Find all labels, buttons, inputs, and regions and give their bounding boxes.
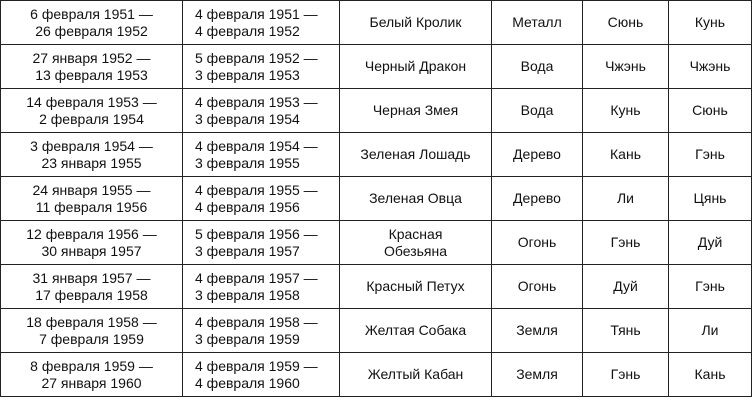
period-cell <box>1 45 183 89</box>
trigram-cell-2: Дуй <box>669 221 752 265</box>
element-cell: Огонь <box>492 265 583 309</box>
trigram-cell-2: Гэнь <box>669 265 752 309</box>
trigram-cell-2: Цянь <box>669 177 752 221</box>
period-cell <box>1 309 183 353</box>
period-cell <box>1 133 183 177</box>
animal-cell <box>340 353 492 397</box>
trigram-cell-1: Сюнь <box>583 1 669 45</box>
period-end: 27 января 1960 <box>41 374 142 391</box>
trigram-cell-1: Ли <box>583 177 669 221</box>
alt-period-start: 4 февраля 1955 — <box>195 181 318 198</box>
alt-period-cell <box>183 1 340 45</box>
period-end: 23 января 1955 <box>41 154 142 171</box>
trigram-cell-1: Гэнь <box>583 353 669 397</box>
alt-period-end: 3 февраля 1953 <box>195 66 300 83</box>
period-start: 12 февраля 1956 — <box>26 225 157 242</box>
animal-cell <box>340 221 492 265</box>
period-start: 27 января 1952 — <box>32 49 151 66</box>
animal-cell <box>340 133 492 177</box>
trigram-cell-1: Дуй <box>583 265 669 309</box>
element-cell: Огонь <box>492 221 583 265</box>
table-row <box>1 309 752 353</box>
element-cell: Вода <box>492 45 583 89</box>
animal-cell <box>340 309 492 353</box>
animal-cell <box>340 1 492 45</box>
alt-period-start: 4 февраля 1959 — <box>195 357 318 374</box>
animal-cell <box>340 45 492 89</box>
alt-period-cell <box>183 221 340 265</box>
element-cell: Земля <box>492 309 583 353</box>
period-start: 18 февраля 1958 — <box>26 313 157 330</box>
alt-period-end: 3 февраля 1955 <box>195 154 300 171</box>
animal-line-1: Желтая Собака <box>364 322 467 338</box>
animal-line-1: Красный Петух <box>366 278 465 294</box>
alt-period-end: 4 февраля 1952 <box>195 22 300 39</box>
element-cell: Дерево <box>492 133 583 177</box>
period-cell <box>1 265 183 309</box>
trigram-cell-1: Гэнь <box>583 221 669 265</box>
period-end: 11 февраля 1956 <box>35 198 148 215</box>
alt-period-start: 4 февраля 1953 — <box>195 93 318 110</box>
period-end: 7 февраля 1959 <box>39 330 144 347</box>
animal-line-2: Обезьяна <box>383 242 448 259</box>
table-row <box>1 353 752 397</box>
animal-line-1: Черный Дракон <box>364 58 467 74</box>
alt-period-end: 3 февраля 1958 <box>195 286 300 303</box>
element-cell: Металл <box>492 1 583 45</box>
alt-period-end: 3 февраля 1959 <box>195 330 300 347</box>
alt-period-cell <box>183 89 340 133</box>
period-start: 31 января 1957 — <box>32 269 151 286</box>
period-cell <box>1 221 183 265</box>
animal-line-1: Черная Змея <box>372 102 459 118</box>
trigram-cell-2: Гэнь <box>669 133 752 177</box>
table-row <box>1 265 752 309</box>
table-row <box>1 133 752 177</box>
period-start: 3 февраля 1954 — <box>30 137 153 154</box>
trigram-cell-2: Ли <box>669 309 752 353</box>
trigram-cell-2: Чжэнь <box>669 45 752 89</box>
period-cell <box>1 177 183 221</box>
table-row <box>1 177 752 221</box>
period-start: 24 января 1955 — <box>32 181 151 198</box>
trigram-cell-1: Кунь <box>583 89 669 133</box>
period-cell <box>1 353 183 397</box>
alt-period-start: 4 февраля 1957 — <box>195 269 318 286</box>
element-cell: Дерево <box>492 177 583 221</box>
period-end: 17 февраля 1958 <box>35 286 148 303</box>
animal-cell <box>340 265 492 309</box>
alt-period-cell <box>183 265 340 309</box>
period-end: 26 февраля 1952 <box>35 22 148 39</box>
table-body <box>1 1 752 397</box>
table-row <box>1 45 752 89</box>
element-cell: Вода <box>492 89 583 133</box>
period-start: 6 февраля 1951 — <box>30 5 153 22</box>
alt-period-start: 4 февраля 1958 — <box>195 313 318 330</box>
alt-period-end: 4 февраля 1956 <box>195 198 300 215</box>
trigram-cell-2: Кань <box>669 353 752 397</box>
animal-cell <box>340 177 492 221</box>
alt-period-end: 3 февраля 1957 <box>195 242 300 259</box>
table-row <box>1 89 752 133</box>
period-end: 30 января 1957 <box>41 242 142 259</box>
alt-period-cell <box>183 353 340 397</box>
trigram-cell-1: Тянь <box>583 309 669 353</box>
alt-period-cell <box>183 177 340 221</box>
element-cell: Земля <box>492 353 583 397</box>
animal-line-1: Желтый Кабан <box>367 366 464 382</box>
alt-period-end: 4 февраля 1960 <box>195 374 300 391</box>
alt-period-start: 4 февраля 1951 — <box>195 5 318 22</box>
period-cell <box>1 1 183 45</box>
period-start: 14 февраля 1953 — <box>26 93 157 110</box>
period-end: 2 февраля 1954 <box>39 110 144 127</box>
alt-period-start: 5 февраля 1952 — <box>195 49 318 66</box>
alt-period-cell <box>183 133 340 177</box>
animal-line-1: Зеленая Овца <box>369 190 462 206</box>
trigram-cell-2: Сюнь <box>669 89 752 133</box>
alt-period-cell <box>183 309 340 353</box>
animal-line-1: Белый Кролик <box>369 14 462 30</box>
table-row <box>1 1 752 45</box>
animal-cell <box>340 89 492 133</box>
alt-period-start: 5 февраля 1956 — <box>195 225 318 242</box>
period-cell <box>1 89 183 133</box>
alt-period-cell <box>183 45 340 89</box>
animal-line-1: Красная <box>388 225 443 242</box>
alt-period-start: 4 февраля 1954 — <box>195 137 318 154</box>
period-start: 8 февраля 1959 — <box>30 357 153 374</box>
alt-period-end: 3 февраля 1954 <box>195 110 300 127</box>
trigram-cell-2: Кунь <box>669 1 752 45</box>
period-end: 13 февраля 1953 <box>35 66 148 83</box>
trigram-cell-1: Чжэнь <box>583 45 669 89</box>
table-row <box>1 221 752 265</box>
trigram-cell-1: Кань <box>583 133 669 177</box>
animal-line-1: Зеленая Лошадь <box>360 146 471 162</box>
